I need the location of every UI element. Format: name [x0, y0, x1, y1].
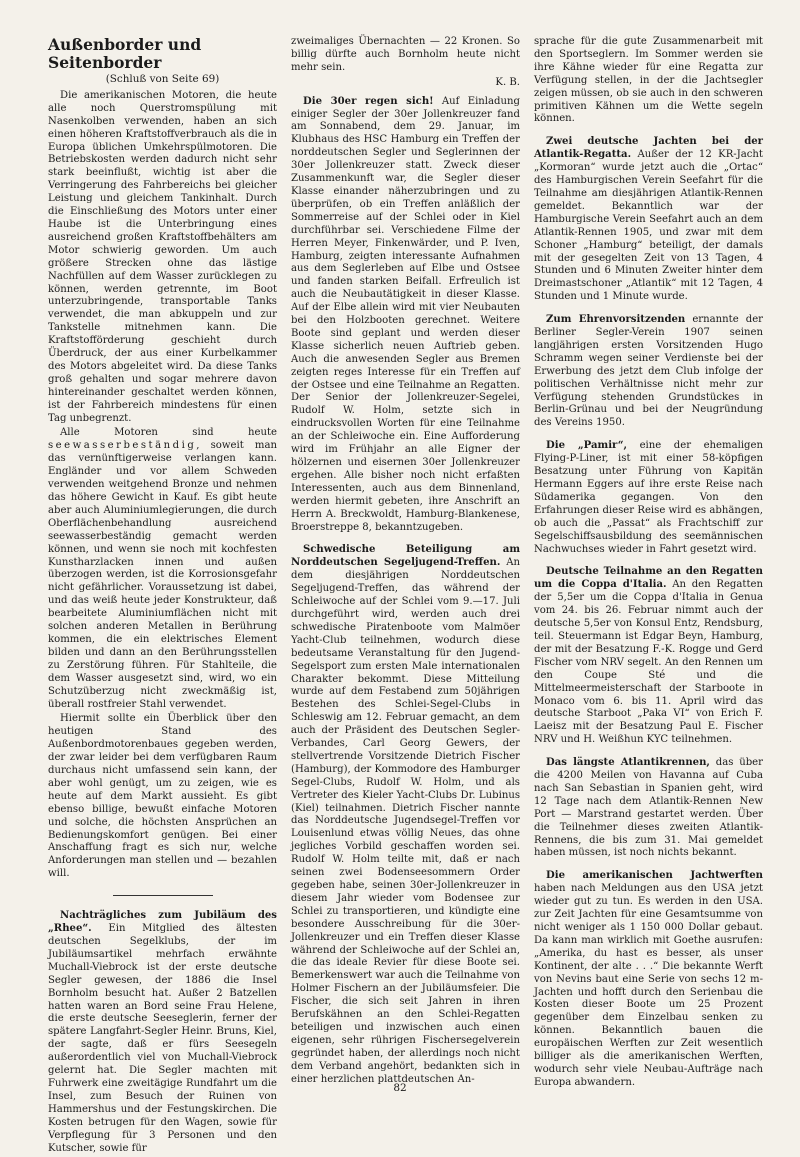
news-item-body: Außer der 12 KR-Jacht „Kormoran“ wurde jetzt auch die „Ortac“ des Hamburgischen Verein Seefahrt für die Teilnahme am diesjährigen Atlantik-Rennen gemeldet. Bekanntlich war der Hamburgische Verein Seefahrt auch an dem Atlantik-Rennen 1905, und zwar mit dem Schoner „Hamburg“ beteiligt, der damals mit der gesegelten Zeit von 13 Tagen, 4 Stunden und 6 Minuten Zweiter hinter dem Dreimastschoner „Atlantik“ mit 12 Tagen, 4 Stunden und 1 Minute wurde. [534, 149, 763, 303]
news-item-body: haben nach Meldungen aus den USA jetzt wieder gut zu tun. Es werden in den USA. zur Zeit Jachten für eine Gesamtsumme von nicht weniger als 1 150 000 Dollar gebaut. Da kann man wirklich mit Goethe ausrufen: „Amerika, du hast es besser, als unser Kontinent, der alte . . .“ Die bekannte Werft von Nevins baut eine Serie von sechs 12 m-Jachten und hofft durch den Serienbau die Kosten dieser Boote um 25 Prozent gegenüber dem Einzelbau senken zu können. Bekanntlich bauen die europäischen Werften zur Zeit wesentlich billiger als die amerikanischen Werften, wodurch sehr viele Neubau-Aufträge nach Europa abwandern. [534, 883, 763, 1088]
news-item-lead: Die amerikanischen Jachtwerften [546, 870, 763, 882]
news-item-lead: Das längste Atlantikrennen, [546, 757, 710, 769]
article-headline: Außenborder und Seitenborder [48, 35, 202, 72]
article-subhead: (Schluß von Seite 69) [105, 73, 220, 85]
news-item [534, 757, 763, 860]
news-item-body: Ein Mitglied des ältesten deutschen Segelklubs, der im Jubiläumsartikel mehrfach erwähnte Muchall-Viebrock ist der erste deutsche Segler gewesen, der 1886 die Insel Bornholm besucht hat. Außer 2 Batzellen hatten waren an Bord seine Frau Helene, die erste deutsche Seeseglerin, ferner der spätere Langfahrt-Segler Heinr. Bruns, Kiel, der sagte, daß er fürs Seesegeln außerordentlich viel von Muchall-Viebrock gelernt hat. Die Segler machten mit Fuhrwerk eine zweitägige Rundfahrt um die Insel, zum Besuch der Ruinen von Hammershus und der Festungskirchen. Die Kosten betrugen für den Wagen, sowie für Verpflegung für 3 Personen und den Kutscher, sowie für [48, 923, 277, 1154]
news-item-lead: Deutsche Teilnahme an den Regatten um die Coppa d'Italia. [534, 566, 763, 591]
news-item [534, 136, 763, 304]
news-item-body: An den Regatten der 5,5er um die Coppa d'Italia in Genua vom 24. bis 26. Februar nimmt auch der deutsche 5,5er von Konsul Entz, Rendsburg, teil. Steuermann ist Edgar Beyn, Hamburg, der mit der Besatzung F.-K. Rogge und Gerd Fischer vom NRV segelt. An den Rennen um den Coupe Sté und die Mittelmeermeisterschaft der Starboote in Monaco vom 6. bis 11. April wird das deutsche Starboot „Paka VI“ von Erich F. Laeisz mit der Besatzung Paul E. Fischer NRV und H. Weißhun KYC teilnehmen. [534, 579, 763, 746]
news-item [534, 314, 763, 430]
news-item [291, 544, 520, 1086]
news-item-lead: Zwei deutsche Jachten bei der Atlantik-Regatta. [534, 136, 763, 161]
column-right [534, 36, 763, 1157]
paragraph: Hiermit sollte ein Überblick über den heutigen Stand des Außenbordmotorenbaues gegeben werden, der zwar leider bei dem verfügbaren Raum durchaus nicht umfassend sein kann, der aber wohl genügt, um zu zeigen, wie es heute auf dem Markt aussieht. Es gibt ebenso billige, bewußt einfache Motoren und solche, die höchsten Ansprüchen an Bedienungskomfort genügen. Bei einer Anschaffung fragt es sich nur, welche Anforderungen man stellen und — bezahlen will. [48, 713, 277, 880]
news-item-body: das über die 4200 Meilen von Havanna auf Cuba nach San Sebastian in Spanien geht, wird 12 Tage nach dem Atlantik-Rennen New Port — Marstrand gestartet werden. Über die Teilnehmer dieses zweiten Atlantik-Rennens, die bis zum 31. Mai gemeldet haben müssen, ist noch nichts bekannt. [534, 757, 763, 859]
news-item-lead: Die „Pamir“, [546, 440, 628, 452]
section-divider [113, 895, 213, 896]
paragraph [48, 427, 277, 711]
news-item-lead: Die 30er regen sich! [303, 95, 434, 107]
news-item-lead: Schwedische Beteiligung am Norddeutschen Segeljugend-Treffen. [291, 544, 520, 569]
article-columns [48, 36, 766, 1157]
page-number: 82 [393, 1082, 407, 1094]
news-item [534, 870, 763, 1089]
paragraph: sprache für die gute Zusammenarbeit mit den Sportseglern. Im Sommer werden sie ihre Kähne wieder für eine Regatta zur Verfügung stellen, in der die Jachtsegler zeigen müssen, ob sie auch in den schweren primitiven Kähnen um die Wette segeln können. [534, 36, 763, 125]
news-item [534, 566, 763, 747]
news-item-lead: Nachträgliches zum Jubiläum des „Rhee“. [48, 910, 277, 935]
column-middle [291, 36, 520, 1157]
news-item-body: eine der ehemaligen Flying-P-Liner, ist mit einer 58-köpfigen Besatzung unter Führung von Kapitän Hermann Eggers auf ihre erste Reise nach Südamerika gegangen. Von den Erfahrungen dieser Reise wird es abhängen, ob auch die „Passat“ als Frachtschiff zur Segelschiffsausbildung des seemännischen Nachwuchses wieder in Fahrt gesetzt wird. [534, 440, 763, 555]
author-signature: K. B. [495, 76, 520, 88]
paragraph: zweimaliges Übernachten — 22 Kronen. So billig dürfte auch Bornholm heute nicht mehr sein. [291, 36, 520, 73]
news-item [291, 96, 520, 535]
news-item [534, 440, 763, 556]
column-left [48, 36, 277, 1157]
paragraph-text: Alle Motoren sind heute [60, 427, 277, 439]
spaced-term: seewasserbeständig [48, 440, 197, 452]
news-item-lead: Zum Ehrenvorsitzenden [546, 314, 686, 326]
news-item [48, 910, 277, 1155]
news-item-body: Auf Einladung einiger Segler der 30er Jollenkreuzer fand am Sonnabend, dem 29. Januar, im Klubhaus des HSC Hamburg ein Treffen der norddeutschen Segler und Seglerinnen der 30er Jollenkreuzer statt. Zweck dieser Zusammenkunft war, die Segler dieser Klasse einander näherzubringen und zu überprüfen, ob ein Treffen anläßlich der Sommerreise auf der Schlei oder in Kiel durchführbar sei. Verschiedene Filme der Herren Meyer, Finkenwärder, und P. Iven, Hamburg, zeigten interessante Aufnahmen aus dem Seglerleben auf Elbe und Ostsee und fanden starken Beifall. Erfreulich ist auch die Neubautätigkeit in dieser Klasse. Auf der Elbe allein wird mit vier Neubauten bei den Holzbooten gerechnet. Weitere Boote sind geplant und werden dieser Klasse sicherlich neuen Auftrieb geben. Auch die anwesenden Segler aus Bremen zeigten reges Interesse für ein Treffen auf der Ostsee und eine Teilnahme an Regatten. Der Senior der Jollenkreuzer-Segelei, Rudolf W. Holm, setzte sich in eindrucksvollen Worten für eine Teilnahme an der Schleiwoche ein. Eine Aufforderung wird im Frühjahr an alle Eigner der hölzernen und eisernen 30er Jollenkreuzer ergehen. Alle bisher noch nicht erfaßten Interessenten, auch aus dem Binnenland, werden hiermit gebeten, ihre Anschrift an Herrn A. Breckwoldt, Hamburg-Blankenese, Broerstreppe 8, bekanntzugeben. [291, 95, 520, 533]
news-item-body: ernannte der Berliner Segler-Verein 1907 seinen langjährigen ersten Vorsitzenden Hugo Schramm wegen seiner Verdienste bei der Erwerbung des jetzt dem Club infolge der politischen Verhältnisse nicht mehr zur Verfügung stehenden Grundstückes in Berlin-Grünau und bei der Neugründung des Vereins 1950. [534, 314, 764, 429]
news-item-body: An dem diesjährigen Norddeutschen Segeljugend-Treffen, das während der Schleiwoche auf der Schlei vom 9.—17. Juli durchgeführt wird, werden auch drei schwedische Piratenboote vom Malmöer Yacht-Club teilnehmen, wodurch diese bedeutsame Veranstaltung für den Jugend-Segelsport zum ersten Male internationalen Charakter bekommt. Diese Mitteilung wurde auf dem Festabend zum 50jährigen Bestehen des Schlei-Segel-Clubs in Schleswig am 12. Februar gemacht, an dem auch der Präsident des Deutschen Segler-Verbandes, Carl Georg Gewers, der stellvertrende Vorsitzende Dietrich Fischer (Hamburg), der Kommodore des Hamburger Segel-Clubs, Rudolf W. Holm, und als Vertreter des Kieler Yacht-Clubs Dr. Lubinus (Kiel) teilnahmen. Dietrich Fischer nannte das Norddeutsche Jugendsegel-Treffen vor Louisenlund etwas völlig Neues, das ohne jegliches Vorbild geschaffen worden sei. Rudolf W. Holm teilte mit, daß er nach seinen zwei Bodenseesommern Order gegeben habe, seinen 30er-Jollenkreuzer in diesem Jahr wieder vom Bodensee zur Schlei zu transportieren, und kündigte eine besondere Ausschreibung für die 30er-Jollenkreuzer und ein Treffen dieser Klasse während der Schleiwoche auf der Schlei an, die das ideale Revier für diese Boote sei. Bemerkenswert war auch die Teilnahme von Holmer Fischern an der Jubiläumsfeier. Die Fischer, die sich seit Jahren in ihren Berufskähnen an den Schlei-Regatten beteiligen und inzwischen auch einen eigenen, sehr rührigen Fischersegelverein gegründet haben, der allerdings noch nicht dem Verband angehört, bedankten sich in einer herzlichen plattdeutschen An- [291, 557, 520, 1085]
paragraph-text: , soweit man das vernünftigerweise verlangen kann. Engländer und vor allem Schweden verwenden weitgehend Bronze und nehmen das höhere Gewicht in Kauf. Es gibt heute aber auch Aluminiumlegierungen, die durch Oberflächenbehandlung ausreichend seewasserbeständig gemacht werden können, und wenn sie noch mit kochfesten Kunstharzlacken innen und außen überzogen werden, ist die Korrosionsgefahr nicht gefährlicher. Voraussetzung ist dabei, und das weiß heute jeder Konstrukteur, daß bearbeitete Aluminiumflächen nicht mit solchen anderen Metallen in Berührung kommen, die ein elektrisches Element bilden und dann an den Berührungsstellen zu Zerstörung führen. Für Stahlteile, die dem Wasser ausgesetzt sind, wird, wo ein Schutzüberzug nicht zweckmäßig ist, überall rostfreier Stahl verwendet. [48, 440, 277, 710]
paragraph: Die amerikanischen Motoren, die heute alle noch Querstromspülung mit Nasenkolben verwenden, haben an sich einen höheren Kraftstoffverbrauch als die in Europa üblichen Umkehrspülmotoren. Die Betriebskosten werden dadurch nicht sehr stark beeinflußt, wichtig ist aber die Verringerung des Fahrbereichs bei gleicher Leistung und gleichem Tankinhalt. Durch die Einschließung des Motors unter einer Haube ist die Unterbringung eines ausreichend großen Kraftstoffbehälters am Motor schwierig geworden. Um auch größere Strecken ohne das lästige Nachfüllen auf dem Wasser zurücklegen zu können, werden getrennte, im Boot unterzubringende, transportable Tanks verwendet, die man abkuppeln und zur Tankstelle mitnehmen kann. Die Kraftstofförderung geschieht durch Überdruck, der aus einer Kurbelkammer des Motors abgeleitet wird. Da diese Tanks groß gehalten und sogar mehrere davon hintereinander geschaltet werden können, ist der Fahrbereich mindestens für einen Tag unbegrenzt. [48, 89, 277, 424]
